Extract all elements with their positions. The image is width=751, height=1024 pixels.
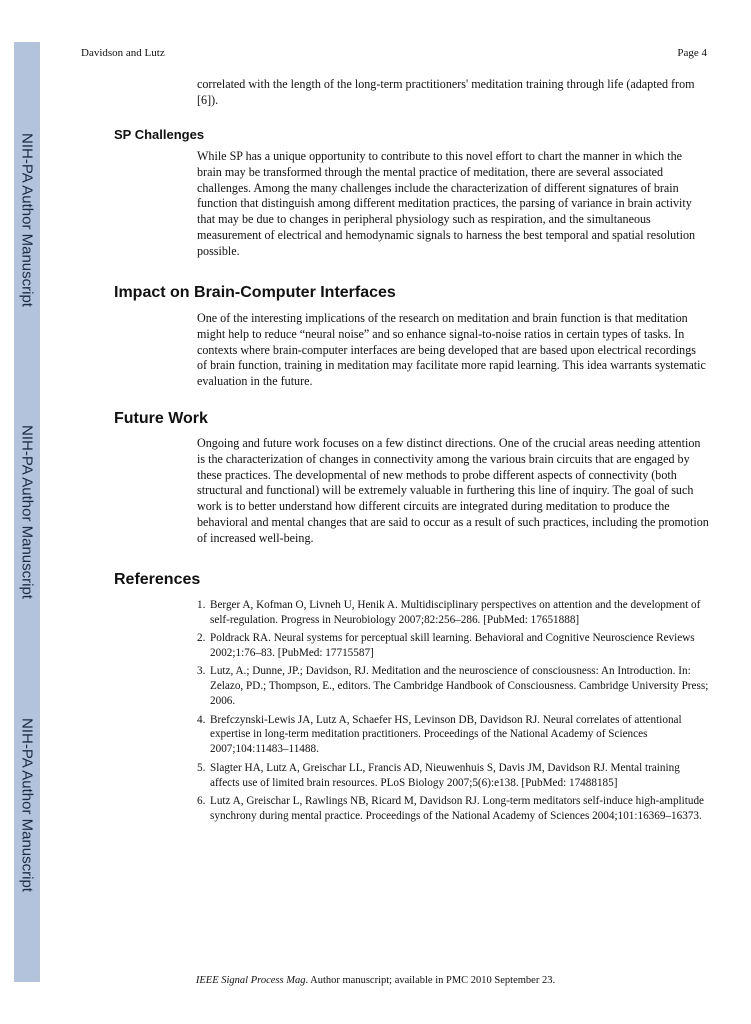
reference-text: Poldrack RA. Neural systems for perceptual skill learning. Behavioral and Cognitive Neuroscience Reviews 2002;1:76–83. [PubMed: 17715587] xyxy=(210,632,695,660)
intro-paragraph: correlated with the length of the long-term practitioners' meditation training through life (adapted from [6]). xyxy=(197,77,695,107)
sidebar-label: NIH-PA Author Manuscript xyxy=(18,425,36,599)
reference-text: Slagter HA, Lutz A, Greischar LL, Francis AD, Nieuwenhuis S, Davis JM, Davidson RJ. Mental training affects use of limited brain resources. PLoS Biology 2007;5(6):e138. [PubMed: 17488185] xyxy=(210,761,680,789)
reference-number: 6. xyxy=(197,794,206,807)
reference-number: 1. xyxy=(197,599,206,611)
reference-number: 4. xyxy=(197,713,206,726)
page-footer xyxy=(0,975,751,986)
section-heading-sp-challenges: SP Challenges xyxy=(114,127,205,142)
section-paragraph-bci: One of the interesting implications of the research on meditation and brain function is that meditation might help to reduce “neural noise” and so enhance signal-to-noise ratios in certain types of tasks. In contexts where brain-computer interfaces are being developed that are based upon electrical recordings of brain function, training in meditation may facilitate more rapid learning. This idea warrants systematic evaluation in the future. xyxy=(197,311,706,389)
reference-item xyxy=(197,761,709,791)
reference-number: 2. xyxy=(197,632,206,645)
references-heading: References xyxy=(114,571,201,588)
reference-item xyxy=(197,631,709,661)
reference-text: Berger A, Kofman O, Livneh U, Henik A. Multidisciplinary perspectives on attention and the development of self-regulation. Progress in Neurobiology 2007;82:256–286. [PubMed: 17651888] xyxy=(210,599,701,626)
sidebar-label: NIH-PA Author Manuscript xyxy=(18,718,36,892)
reference-number: 5. xyxy=(197,761,206,774)
reference-list xyxy=(197,598,709,827)
reference-text: Lutz A, Greischar L, Rawlings NB, Ricard M, Davidson RJ. Long-term meditators self-induce high-amplitude synchrony during mental practice. Proceedings of the National Academy of Sciences 2004;101:16369–16373. xyxy=(210,794,705,822)
section-paragraph-future-work: Ongoing and future work focuses on a few distinct directions. One of the crucial areas needing attention is the characterization of changes in connectivity among the various brain circuits that are engaged by these practices. The developmental of new methods to probe different aspects of connectivity (both structural and functional) will be extremely valuable in furthering this line of inquiry. The goal of such work is to better understand how different circuits are integrated during meditation to produce the behavioral and mental changes that are said to occur as a result of such practices, including the promotion of increased well-being. xyxy=(197,436,709,545)
reference-number: 3. xyxy=(197,665,206,678)
reference-item xyxy=(197,713,709,758)
section-paragraph-sp-challenges: While SP has a unique opportunity to contribute to this novel effort to chart the manner in which the brain may be transformed through the mental practice of meditation, there are several associated challenges. Among the many challenges include the characterization of different signatures of brain function that distinguish among different meditation practices, the parsing of variance in brain activity that may be due to changes in peripheral physiology such as respiration, and the simultaneous measurement of electrical and hemodynamic signals to harness the best temporal and spatial resolution possible. xyxy=(197,149,696,258)
footer-journal: IEEE Signal Process Mag xyxy=(195,975,306,986)
section-heading-future-work: Future Work xyxy=(114,410,208,427)
sidebar-label: NIH-PA Author Manuscript xyxy=(18,133,36,307)
reference-item xyxy=(197,598,709,628)
reference-item xyxy=(197,664,709,709)
section-heading-bci: Impact on Brain-Computer Interfaces xyxy=(114,284,396,301)
reference-item xyxy=(197,794,709,824)
running-header-authors: Davidson and Lutz xyxy=(81,47,165,59)
reference-text: Lutz, A.; Dunne, JP.; Davidson, RJ. Meditation and the neuroscience of consciousness: An Introduction. In: Zelazo, PD.; Thompson, E., editors. The Cambridge Handbook of Consciousness. Cambridge University Press; 2006. xyxy=(210,665,709,708)
footer-availability: . Author manuscript; available in PMC 2010 September 23. xyxy=(305,975,556,986)
page-number: Page 4 xyxy=(677,47,707,59)
reference-text: Brefczynski-Lewis JA, Lutz A, Schaefer HS, Levinson DB, Davidson RJ. Neural correlates of attentional expertise in long-term meditation practitioners. Proceedings of the National Academy of Sciences 2007;104:11483–11488. xyxy=(210,713,682,756)
